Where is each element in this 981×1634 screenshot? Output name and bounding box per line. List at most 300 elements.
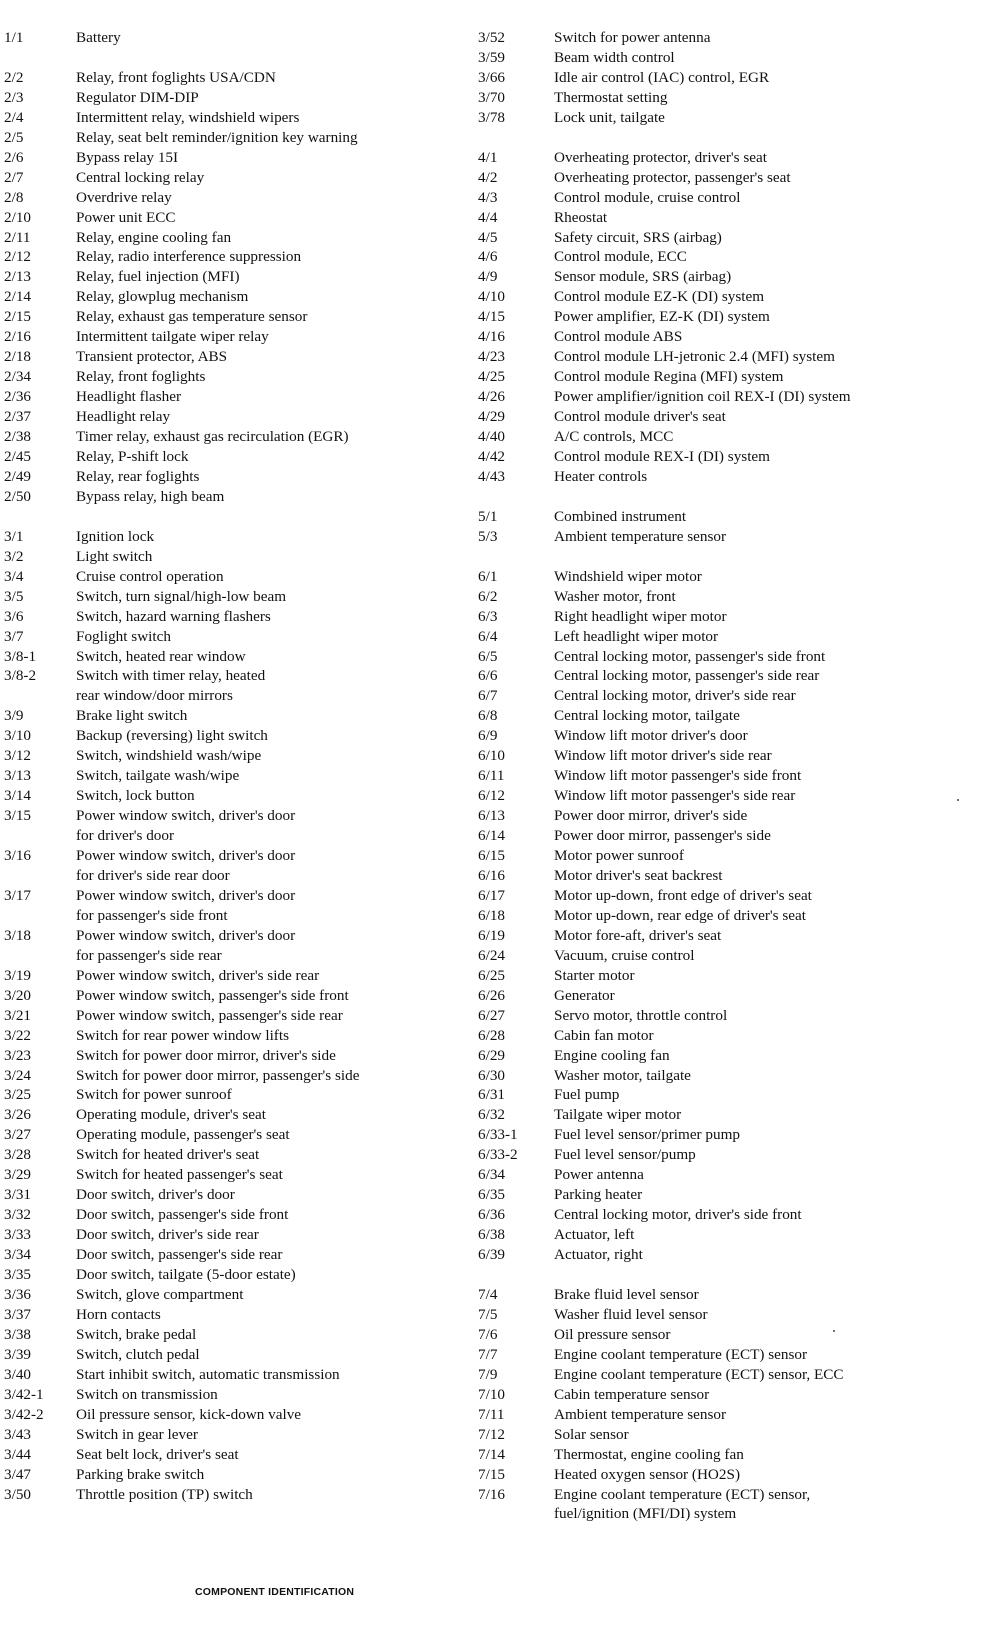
- list-item: [478, 966, 981, 986]
- component-description: Window lift motor driver's side rear: [554, 747, 772, 765]
- list-item: [478, 1085, 981, 1105]
- component-description: Relay, engine cooling fan: [76, 228, 232, 246]
- list-item: [478, 1066, 981, 1086]
- component-code: 6/2: [478, 587, 498, 605]
- component-description: Relay, glowplug mechanism: [76, 288, 249, 306]
- component-description: Control module driver's seat: [554, 408, 726, 426]
- component-code: 6/16: [478, 866, 506, 884]
- list-item: [478, 1325, 981, 1345]
- component-description: Oil pressure sensor: [554, 1325, 671, 1343]
- list-item: [478, 108, 981, 128]
- component-code: 3/9: [4, 707, 24, 725]
- component-description: Switch with timer relay, heated: [76, 667, 266, 685]
- list-item: [478, 866, 981, 886]
- component-description: Engine coolant temperature (ECT) sensor,: [554, 1485, 811, 1503]
- component-description-cont: for passenger's side front: [76, 906, 228, 924]
- component-code: 6/4: [478, 627, 498, 645]
- list-item: [478, 1385, 981, 1405]
- component-description: Motor fore-aft, driver's seat: [554, 926, 722, 944]
- list-item: [4, 846, 478, 866]
- component-description: Headlight relay: [76, 408, 171, 426]
- list-item: [478, 1245, 981, 1265]
- list-item: [4, 68, 478, 88]
- component-code: 3/8-2: [4, 667, 37, 685]
- component-code: 4/15: [478, 308, 506, 326]
- component-description: Switch, windshield wash/wipe: [76, 747, 262, 765]
- component-code: 4/25: [478, 368, 506, 386]
- list-item: [4, 247, 478, 267]
- component-code: 3/42-1: [4, 1385, 44, 1403]
- component-code: 6/15: [478, 847, 506, 865]
- list-item: [4, 527, 478, 547]
- component-description: Windshield wiper motor: [554, 567, 702, 585]
- component-code: 3/50: [4, 1485, 32, 1503]
- component-description: Servo motor, throttle control: [554, 1006, 728, 1024]
- component-code: 7/7: [478, 1345, 498, 1363]
- component-code: 2/2: [4, 68, 24, 86]
- component-code: 3/38: [4, 1325, 32, 1343]
- component-description: Power unit ECC: [76, 208, 176, 226]
- component-code: 6/3: [478, 607, 498, 625]
- component-description: Switch for power door mirror, driver's side: [76, 1046, 336, 1064]
- list-item: [478, 766, 981, 786]
- component-description: Power amplifier, EZ-K (DI) system: [554, 308, 770, 326]
- list-item: [478, 587, 981, 607]
- component-code: 4/40: [478, 428, 506, 446]
- list-item: [478, 1405, 981, 1425]
- component-description: Brake light switch: [76, 707, 188, 725]
- component-code: 2/37: [4, 408, 32, 426]
- component-code: 6/26: [478, 986, 506, 1004]
- component-code: 3/42-2: [4, 1405, 44, 1423]
- list-item-continuation: [478, 1504, 981, 1524]
- component-description: Switch, glove compartment: [76, 1286, 244, 1304]
- list-item: [478, 148, 981, 168]
- component-description: Solar sensor: [554, 1425, 629, 1443]
- list-item: [478, 1445, 981, 1465]
- list-item: [478, 327, 981, 347]
- list-item: [4, 1165, 478, 1185]
- component-description: Window lift motor passenger's side front: [554, 767, 802, 785]
- list-item: [4, 567, 478, 587]
- list-item: [4, 188, 478, 208]
- component-code: 7/6: [478, 1325, 498, 1343]
- list-item: [4, 1265, 478, 1285]
- list-item: [4, 1085, 478, 1105]
- list-item: [4, 726, 478, 746]
- component-description: Power window switch, driver's side rear: [76, 966, 320, 984]
- component-code: 3/8-1: [4, 647, 37, 665]
- code-spacer: [4, 906, 76, 926]
- component-description: Switch, lock button: [76, 787, 195, 805]
- list-item: [4, 647, 478, 667]
- component-code: 3/13: [4, 767, 32, 785]
- list-item: [4, 347, 478, 367]
- list-item: [478, 1105, 981, 1125]
- component-description: Relay, radio interference suppression: [76, 248, 302, 266]
- component-description: Power window switch, driver's door: [76, 926, 296, 944]
- component-description: Door switch, driver's side rear: [76, 1226, 259, 1244]
- list-item: [4, 128, 478, 148]
- component-code: 3/15: [4, 807, 32, 825]
- component-code: 2/34: [4, 368, 32, 386]
- component-code: 3/36: [4, 1286, 32, 1304]
- component-description: Power antenna: [554, 1166, 644, 1184]
- code-spacer: [4, 866, 76, 886]
- list-item: [4, 1485, 478, 1505]
- component-code: 6/17: [478, 886, 506, 904]
- component-code: 3/24: [4, 1066, 32, 1084]
- left-column: [0, 28, 478, 1505]
- component-code: 3/25: [4, 1086, 32, 1104]
- component-code: 4/26: [478, 388, 506, 406]
- component-description: Power window switch, driver's door: [76, 847, 296, 865]
- component-code: 3/26: [4, 1106, 32, 1124]
- component-description: Left headlight wiper motor: [554, 627, 719, 645]
- list-item: [478, 906, 981, 926]
- list-item: [478, 607, 981, 627]
- component-description: Right headlight wiper motor: [554, 607, 727, 625]
- list-item: [4, 1225, 478, 1245]
- component-code: 3/22: [4, 1026, 32, 1044]
- component-code: 4/43: [478, 467, 506, 485]
- component-code: 6/29: [478, 1046, 506, 1064]
- component-description: Foglight switch: [76, 627, 171, 645]
- component-description: Door switch, tailgate (5-door estate): [76, 1266, 296, 1284]
- list-item: [4, 766, 478, 786]
- list-item: [4, 1066, 478, 1086]
- list-item: [478, 1345, 981, 1365]
- component-description: Intermittent relay, windshield wipers: [76, 108, 300, 126]
- list-item: [478, 367, 981, 387]
- component-code: 3/31: [4, 1186, 32, 1204]
- list-item: [478, 467, 981, 487]
- list-item: [4, 886, 478, 906]
- component-description: Control module LH-jetronic 2.4 (MFI) system: [554, 348, 835, 366]
- component-description: Headlight flasher: [76, 388, 182, 406]
- component-code: 4/29: [478, 408, 506, 426]
- list-item: [478, 1225, 981, 1245]
- list-item: [4, 1345, 478, 1365]
- component-code: 2/13: [4, 268, 32, 286]
- list-item: [478, 726, 981, 746]
- list-item: [478, 746, 981, 766]
- component-description-cont: for passenger's side rear: [76, 946, 222, 964]
- list-item: [478, 287, 981, 307]
- component-description: Switch on transmission: [76, 1385, 218, 1403]
- component-code: 2/18: [4, 348, 32, 366]
- component-code: 6/33-2: [478, 1146, 518, 1164]
- component-description: Power window switch, driver's door: [76, 807, 296, 825]
- list-item: [4, 228, 478, 248]
- component-code: 6/25: [478, 966, 506, 984]
- list-item: [478, 168, 981, 188]
- component-description: Power window switch, passenger's side rear: [76, 1006, 343, 1024]
- list-item: [4, 1205, 478, 1225]
- component-description: Parking brake switch: [76, 1465, 205, 1483]
- list-item: [478, 926, 981, 946]
- component-description: Overdrive relay: [76, 188, 172, 206]
- list-item: [4, 28, 478, 48]
- list-item: [4, 746, 478, 766]
- component-code: 2/12: [4, 248, 32, 266]
- component-description: Regulator DIM-DIP: [76, 88, 199, 106]
- component-description: Cruise control operation: [76, 567, 224, 585]
- component-description: Parking heater: [554, 1186, 643, 1204]
- component-code: 3/23: [4, 1046, 32, 1064]
- component-description: Central locking motor, driver's side front: [554, 1206, 802, 1224]
- component-description: A/C controls, MCC: [554, 428, 674, 446]
- component-code: 6/33-1: [478, 1126, 518, 1144]
- list-item: [4, 447, 478, 467]
- component-description: Cabin temperature sensor: [554, 1385, 710, 1403]
- component-description: Control module Regina (MFI) system: [554, 368, 784, 386]
- component-description: Control module, cruise control: [554, 188, 741, 206]
- component-description: Switch for heated passenger's seat: [76, 1166, 283, 1184]
- list-item: [478, 567, 981, 587]
- list-item: [4, 307, 478, 327]
- component-description: Switch, heated rear window: [76, 647, 246, 665]
- list-item: [478, 228, 981, 248]
- component-code: 4/6: [478, 248, 498, 266]
- component-description: Combined instrument: [554, 507, 687, 525]
- code-spacer: [4, 686, 76, 706]
- component-description: Relay, exhaust gas temperature sensor: [76, 308, 308, 326]
- component-description: Cabin fan motor: [554, 1026, 654, 1044]
- list-item: [478, 1185, 981, 1205]
- component-description: Central locking motor, passenger's side front: [554, 647, 826, 665]
- list-item: [478, 886, 981, 906]
- component-description: Central locking motor, driver's side rear: [554, 687, 796, 705]
- component-code: 2/6: [4, 148, 24, 166]
- list-item: [478, 88, 981, 108]
- component-description: Relay, front foglights: [76, 368, 206, 386]
- page-footer-label: COMPONENT IDENTIFICATION: [195, 1586, 355, 1598]
- component-description: Tailgate wiper motor: [554, 1106, 682, 1124]
- component-description: Battery: [76, 29, 121, 46]
- component-code: 3/70: [478, 88, 506, 106]
- component-description: Oil pressure sensor, kick-down valve: [76, 1405, 302, 1423]
- component-description: Heater controls: [554, 467, 648, 485]
- component-code: 6/36: [478, 1206, 506, 1224]
- component-description: Power window switch, driver's door: [76, 886, 296, 904]
- component-code: 3/17: [4, 886, 32, 904]
- component-description: Power door mirror, passenger's side: [554, 827, 771, 845]
- component-code: 7/4: [478, 1285, 498, 1303]
- list-item: [478, 846, 981, 866]
- list-item: [478, 1285, 981, 1305]
- list-item: [4, 1385, 478, 1405]
- list-item: [4, 1445, 478, 1465]
- list-item: [4, 287, 478, 307]
- component-code: 4/3: [478, 188, 498, 206]
- component-code: 3/59: [478, 48, 506, 66]
- list-item: [4, 168, 478, 188]
- component-code: 3/34: [4, 1246, 32, 1264]
- component-code: 2/15: [4, 308, 32, 326]
- list-item: [478, 1026, 981, 1046]
- component-description-cont: fuel/ignition (MFI/DI) system: [554, 1505, 737, 1523]
- component-description: Switch for rear power window lifts: [76, 1026, 289, 1044]
- component-code: 3/14: [4, 787, 32, 805]
- component-code: 7/10: [478, 1385, 506, 1403]
- component-code: 3/18: [4, 926, 32, 944]
- group-spacer: [478, 487, 981, 507]
- component-description: Horn contacts: [76, 1305, 161, 1323]
- page-speck: [833, 1330, 835, 1332]
- component-code: 3/4: [4, 567, 24, 585]
- code-spacer: [4, 826, 76, 846]
- list-item: [4, 487, 478, 507]
- list-item: [478, 1165, 981, 1185]
- list-item: [4, 786, 478, 806]
- component-code: 3/37: [4, 1305, 32, 1323]
- component-description: Engine coolant temperature (ECT) sensor, ECC: [554, 1365, 844, 1383]
- component-code: 4/42: [478, 448, 506, 465]
- list-item: [478, 28, 981, 48]
- component-description: Lock unit, tailgate: [554, 108, 665, 126]
- component-code: 6/12: [478, 787, 506, 805]
- component-code: 6/39: [478, 1246, 506, 1264]
- component-description: Central locking relay: [76, 168, 205, 186]
- component-description: Central locking motor, tailgate: [554, 707, 740, 725]
- component-code: 3/19: [4, 966, 32, 984]
- list-item-continuation: [4, 826, 478, 846]
- group-spacer: [478, 1265, 981, 1285]
- component-code: 7/12: [478, 1425, 506, 1443]
- list-item: [4, 208, 478, 228]
- component-description: Switch, turn signal/high-low beam: [76, 587, 287, 605]
- list-item: [478, 986, 981, 1006]
- list-item: [478, 1485, 981, 1505]
- component-description: Ambient temperature sensor: [554, 1405, 727, 1423]
- component-code: 6/35: [478, 1186, 506, 1204]
- list-item: [478, 507, 981, 527]
- component-description: Thermostat setting: [554, 88, 668, 106]
- component-description: Switch, brake pedal: [76, 1325, 197, 1343]
- list-item: [4, 1145, 478, 1165]
- component-code: 6/6: [478, 667, 498, 685]
- component-code: 2/14: [4, 288, 32, 306]
- component-code: 6/24: [478, 946, 506, 964]
- component-code: 3/20: [4, 986, 32, 1004]
- list-item: [478, 1046, 981, 1066]
- component-description: Starter motor: [554, 966, 635, 984]
- component-code: 3/2: [4, 547, 24, 565]
- component-code: 2/10: [4, 208, 32, 226]
- list-item: [478, 1465, 981, 1485]
- component-code: 3/1: [4, 527, 24, 545]
- component-description: Motor up-down, front edge of driver's seat: [554, 886, 812, 904]
- component-description: Switch, clutch pedal: [76, 1345, 200, 1363]
- component-description: Transient protector, ABS: [76, 348, 228, 366]
- list-item: [4, 926, 478, 946]
- component-code: 6/27: [478, 1006, 506, 1024]
- list-item: [4, 547, 478, 567]
- list-item: [478, 1125, 981, 1145]
- list-item: [4, 367, 478, 387]
- list-item: [478, 247, 981, 267]
- list-item: [4, 327, 478, 347]
- component-description: Control module ABS: [554, 328, 683, 346]
- list-item: [4, 1185, 478, 1205]
- component-description: Sensor module, SRS (airbag): [554, 268, 732, 286]
- list-item: [478, 447, 981, 467]
- list-item: [4, 587, 478, 607]
- component-code: 2/8: [4, 188, 24, 206]
- component-description: Operating module, driver's seat: [76, 1106, 266, 1124]
- component-description: Window lift motor driver's door: [554, 727, 748, 745]
- component-description: Fuel pump: [554, 1086, 620, 1104]
- component-code: 2/36: [4, 388, 32, 406]
- component-description: Relay, seat belt reminder/ignition key warning: [76, 128, 358, 146]
- list-item: [4, 607, 478, 627]
- component-description: Idle air control (IAC) control, EGR: [554, 68, 770, 86]
- list-item: [478, 1145, 981, 1165]
- component-code: 3/28: [4, 1146, 32, 1164]
- component-description: Brake fluid level sensor: [554, 1285, 699, 1303]
- component-code: 7/5: [478, 1305, 498, 1323]
- component-description: Switch, tailgate wash/wipe: [76, 767, 240, 785]
- component-code: 2/45: [4, 448, 32, 465]
- list-item: [478, 208, 981, 228]
- list-item: [478, 666, 981, 686]
- component-code: 4/2: [478, 168, 498, 186]
- component-description: Bypass relay, high beam: [76, 487, 225, 505]
- list-item: [4, 1425, 478, 1445]
- component-code: 3/78: [478, 108, 506, 126]
- list-item: [478, 686, 981, 706]
- group-spacer: [4, 48, 478, 68]
- component-code: 2/50: [4, 487, 32, 505]
- component-code: 3/32: [4, 1206, 32, 1224]
- component-code: 4/4: [478, 208, 498, 226]
- component-code: 6/38: [478, 1226, 506, 1244]
- list-item: [478, 1006, 981, 1026]
- component-code: 4/1: [478, 148, 498, 166]
- component-code: 3/66: [478, 68, 506, 86]
- component-code: 3/35: [4, 1266, 32, 1284]
- component-description: Safety circuit, SRS (airbag): [554, 228, 722, 246]
- component-code: 2/16: [4, 328, 32, 346]
- list-item: [4, 108, 478, 128]
- list-item: [4, 706, 478, 726]
- component-code: 3/6: [4, 607, 24, 625]
- component-code: 1/1: [4, 29, 24, 46]
- list-item: [4, 467, 478, 487]
- list-item-continuation: [4, 866, 478, 886]
- group-spacer: [478, 128, 981, 148]
- component-description: Operating module, passenger's seat: [76, 1126, 290, 1144]
- component-code: 7/9: [478, 1365, 498, 1383]
- component-description: Power amplifier/ignition coil REX-I (DI) system: [554, 388, 851, 406]
- component-code: 6/7: [478, 687, 498, 705]
- component-description: Switch in gear lever: [76, 1425, 198, 1443]
- component-description: Light switch: [76, 547, 153, 565]
- component-description: Rheostat: [554, 208, 608, 226]
- list-item: [4, 1365, 478, 1385]
- list-item: [478, 1425, 981, 1445]
- component-description: Generator: [554, 986, 615, 1004]
- list-item: [4, 966, 478, 986]
- component-description-cont: for driver's door: [76, 827, 175, 845]
- component-description: Relay, fuel injection (MFI): [76, 268, 240, 286]
- component-description: Motor up-down, rear edge of driver's seat: [554, 906, 806, 924]
- list-item: [478, 48, 981, 68]
- list-item: [478, 706, 981, 726]
- list-item-continuation: [4, 686, 478, 706]
- component-description: Central locking motor, passenger's side rear: [554, 667, 820, 685]
